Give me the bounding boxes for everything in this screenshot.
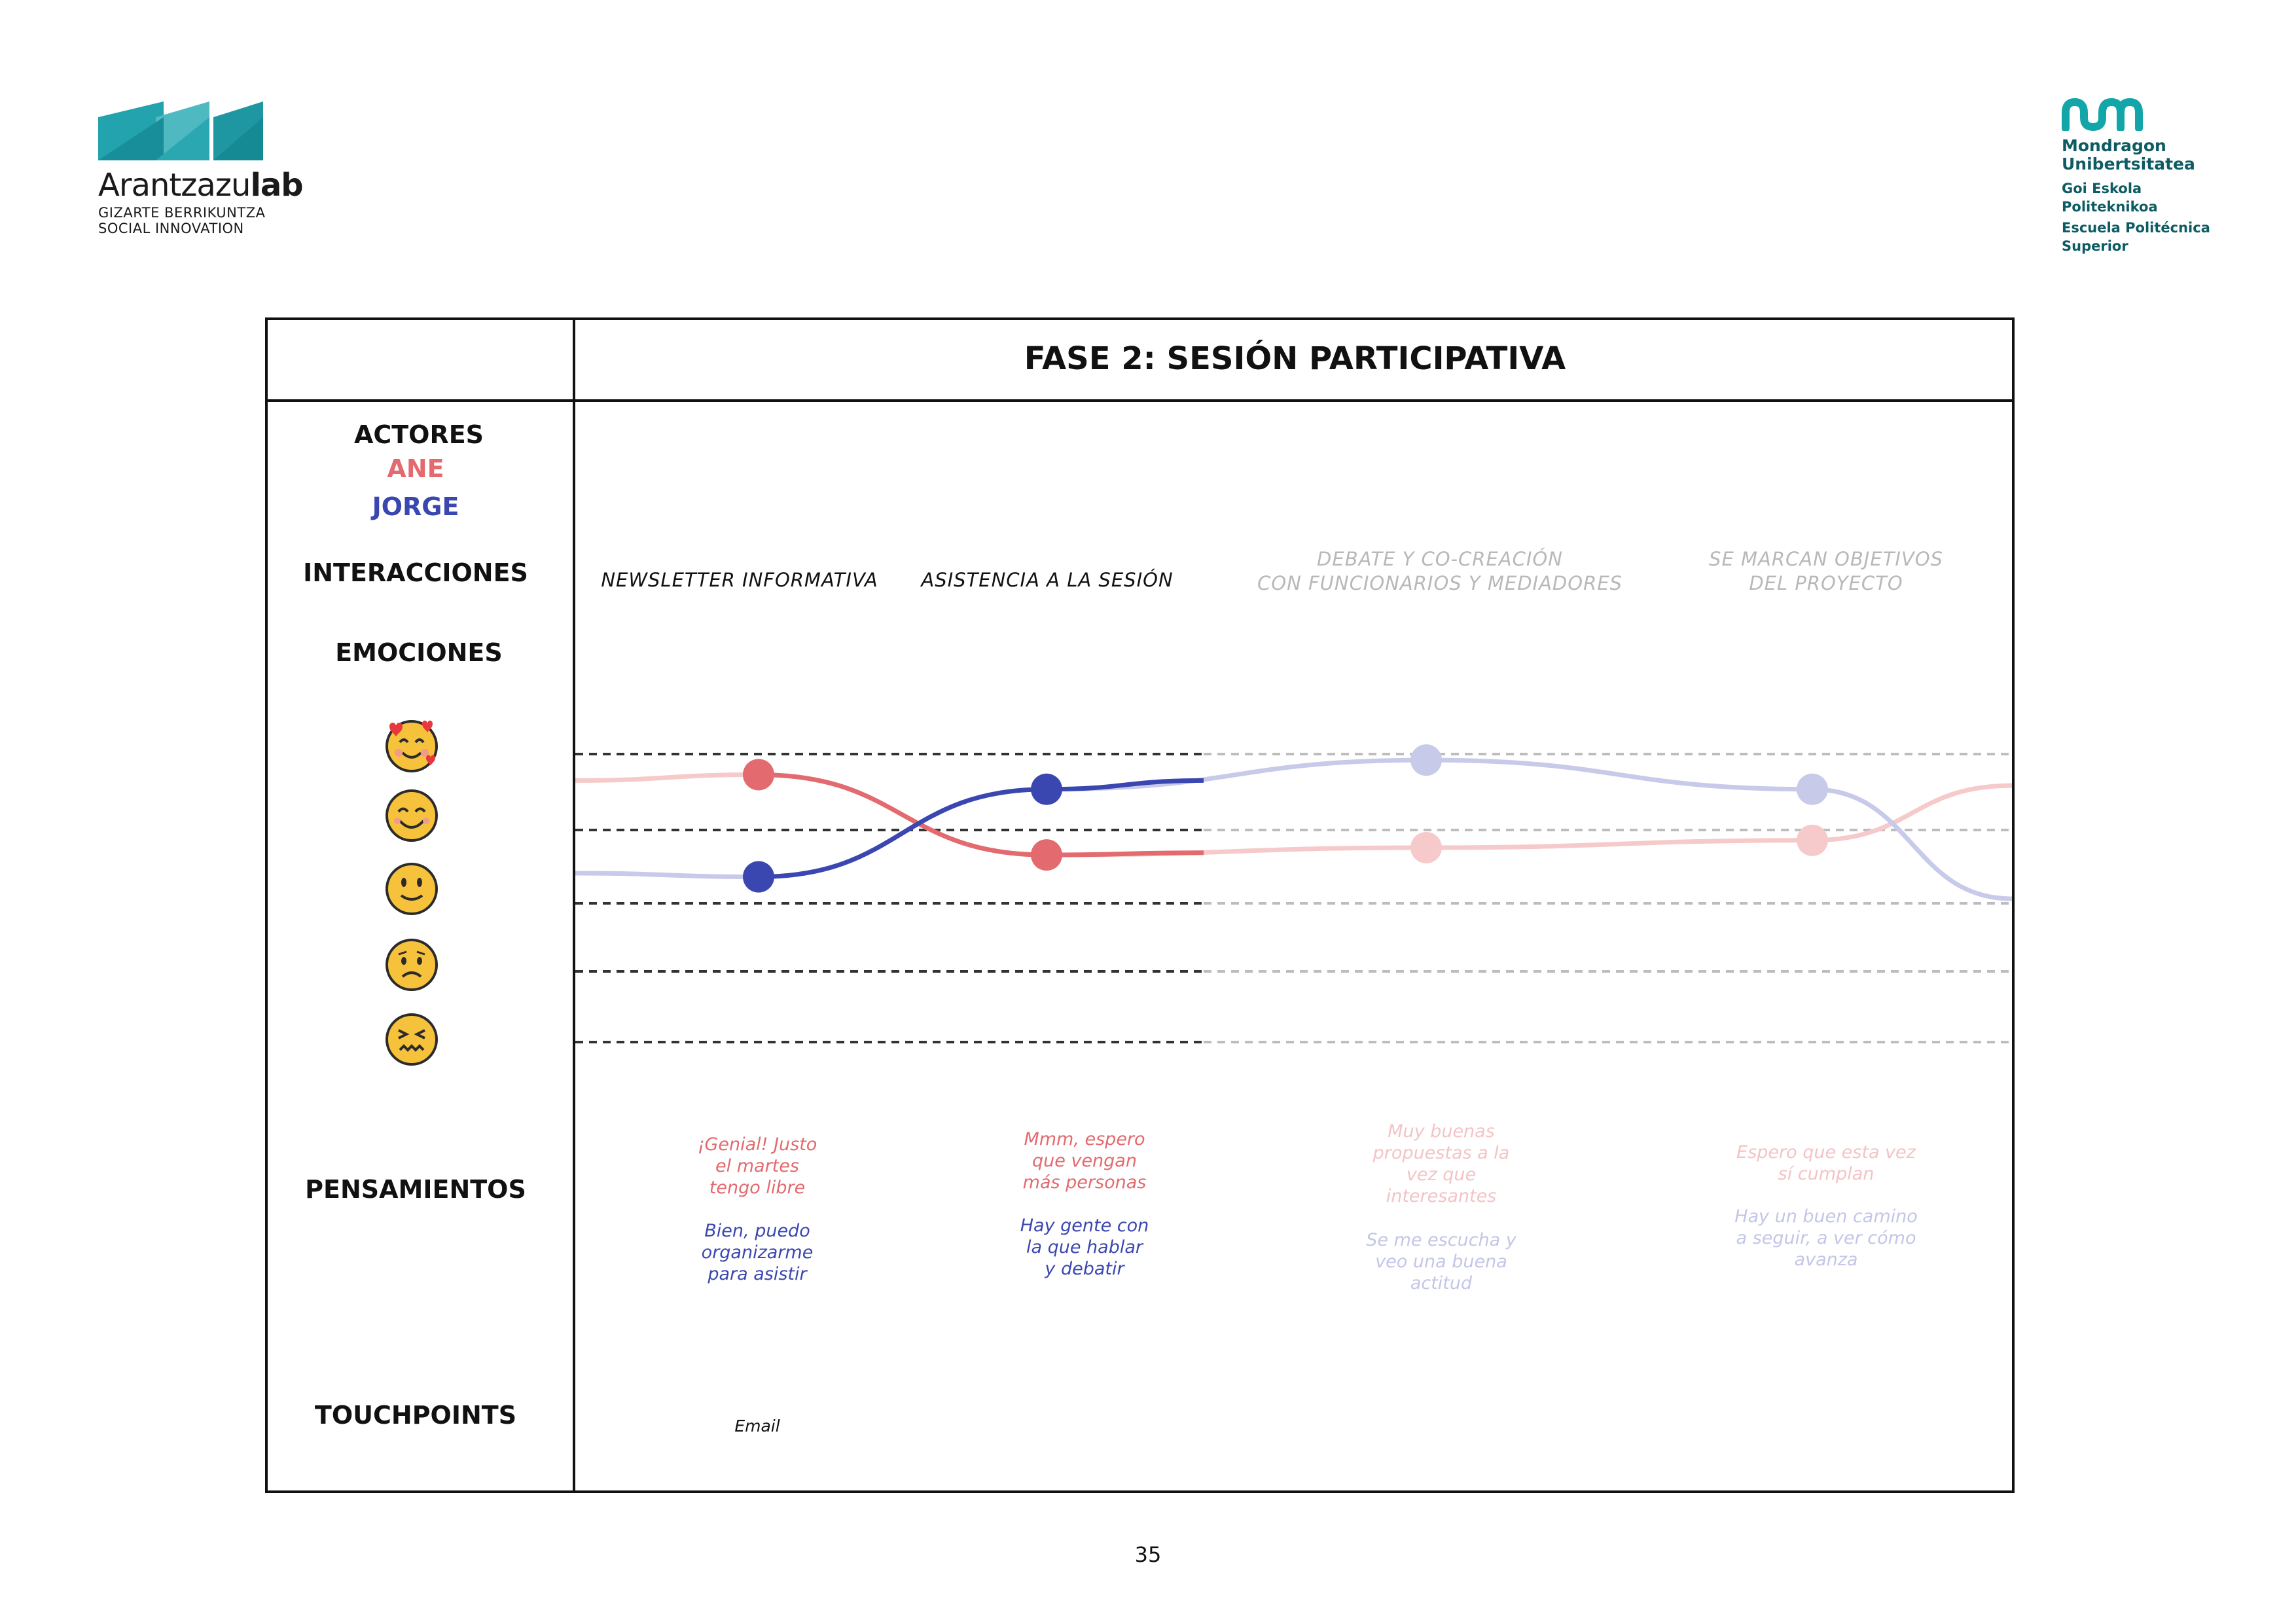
data-point-jorge <box>1031 774 1062 805</box>
thought-line: la que hablar <box>1026 1237 1143 1257</box>
mondragon-logo <box>2062 98 2232 262</box>
thought-line: Muy buenas <box>1388 1121 1495 1142</box>
actor-jorge: JORGE <box>372 492 459 521</box>
arantzazulab-wordmark: Arantzazulab <box>98 167 303 204</box>
row-label-interactions: INTERACCIONES <box>303 558 528 587</box>
thought-line: Mmm, espero <box>1024 1129 1145 1149</box>
thought-jorge-4 <box>1695 1206 1957 1271</box>
confounded-face-icon <box>384 1012 439 1067</box>
thought-line: avanza <box>1794 1250 1858 1270</box>
arantzazulab-logo-mark <box>98 101 268 164</box>
phase-title: FASE 2: SESIÓN PARTICIPATIVA <box>1024 340 1566 377</box>
mondragon-line-3: Goi Eskola <box>2062 181 2142 196</box>
thought-jorge-3 <box>1330 1229 1552 1294</box>
mondragon-line-1: Mondragon <box>2062 136 2166 155</box>
interaction-4-line-2: DEL PROYECTO <box>1749 572 1903 594</box>
thought-line: actitud <box>1410 1273 1473 1293</box>
mondragon-line-6: Superior <box>2062 238 2128 254</box>
thought-line: Hay gente con <box>1020 1216 1149 1236</box>
thought-ane-2 <box>986 1128 1183 1193</box>
interaction-4-line-1: SE MARCAN OBJETIVOS <box>1709 548 1943 570</box>
interaction-3-line-1: DEBATE Y CO-CREACIÓN <box>1317 548 1563 570</box>
worried-face-icon <box>384 937 439 992</box>
series-line-jorge <box>759 780 1204 876</box>
row-label-actors: ACTORES <box>353 420 484 449</box>
thought-line: Espero que esta vez <box>1736 1142 1916 1163</box>
mondragon-logo-mark <box>2062 98 2147 131</box>
row-label-emotions: EMOCIONES <box>335 638 503 667</box>
emotion-curve-chart <box>575 720 2012 1060</box>
interaction-3 <box>1230 547 1649 596</box>
thought-ane-3 <box>1330 1121 1552 1207</box>
thought-line: Bien, puedo <box>704 1221 810 1241</box>
thought-line: a seguir, a ver cómo <box>1736 1228 1916 1248</box>
data-point-jorge <box>1410 744 1442 776</box>
series-line-faded-ane <box>575 774 2012 855</box>
thought-line: propuestas a la <box>1372 1143 1510 1163</box>
page-number: 35 <box>1134 1542 1162 1567</box>
slight-smile-icon <box>384 861 439 916</box>
thought-jorge-2 <box>986 1215 1183 1280</box>
row-label-touchpoints: TOUCHPOINTS <box>314 1401 517 1430</box>
interaction-2 <box>884 568 1211 592</box>
thought-line: tengo libre <box>709 1178 806 1198</box>
data-point-ane <box>1031 839 1062 871</box>
data-point-ane <box>1797 825 1828 856</box>
in-love-face-icon <box>384 717 439 772</box>
data-point-jorge <box>743 861 774 893</box>
touchpoint-email: Email <box>734 1416 780 1435</box>
thought-line: ¡Genial! Justo <box>697 1134 817 1155</box>
thought-line: el martes <box>715 1156 799 1176</box>
thought-line: veo una buena <box>1375 1252 1507 1272</box>
thought-line: interesantes <box>1386 1186 1497 1206</box>
thought-line: más personas <box>1022 1172 1147 1193</box>
thought-line: sí cumplan <box>1778 1164 1874 1184</box>
interaction-3-line-2: CON FUNCIONARIOS Y MEDIADORES <box>1257 572 1623 594</box>
logo-subtitle-eu: GIZARTE BERRIKUNTZA <box>98 205 266 221</box>
arantzazulab-logo <box>98 101 321 245</box>
thought-line: Se me escucha y <box>1366 1230 1516 1250</box>
data-point-jorge <box>1797 774 1828 805</box>
interaction-4 <box>1649 547 2003 596</box>
mondragon-line-5: Escuela Politécnica <box>2062 220 2210 236</box>
thought-ane-4 <box>1695 1142 1957 1185</box>
thought-ane-1 <box>659 1134 855 1199</box>
thought-line: para asistir <box>708 1264 807 1284</box>
row-label-thoughts: PENSAMIENTOS <box>305 1175 526 1204</box>
data-point-ane <box>743 759 774 790</box>
data-point-ane <box>1410 832 1442 863</box>
logo-subtitle-en: SOCIAL INNOVATION <box>98 221 244 236</box>
thought-jorge-1 <box>659 1220 855 1285</box>
smiling-face-icon <box>384 788 439 843</box>
interaction-1-line-1: NEWSLETTER INFORMATIVA <box>601 569 878 591</box>
thought-line: vez que <box>1406 1164 1477 1185</box>
thought-line: que vengan <box>1032 1151 1137 1171</box>
actor-ane: ANE <box>387 454 444 483</box>
mondragon-line-2: Unibertsitatea <box>2062 154 2195 173</box>
thought-line: organizarme <box>701 1242 814 1263</box>
interaction-1 <box>576 568 903 592</box>
mondragon-line-4: Politeknikoa <box>2062 199 2158 215</box>
header-divider <box>265 399 2015 402</box>
interaction-2-line-1: ASISTENCIA A LA SESIÓN <box>921 569 1174 591</box>
thought-line: y debatir <box>1045 1259 1124 1279</box>
thought-line: Hay un buen camino <box>1734 1206 1918 1227</box>
